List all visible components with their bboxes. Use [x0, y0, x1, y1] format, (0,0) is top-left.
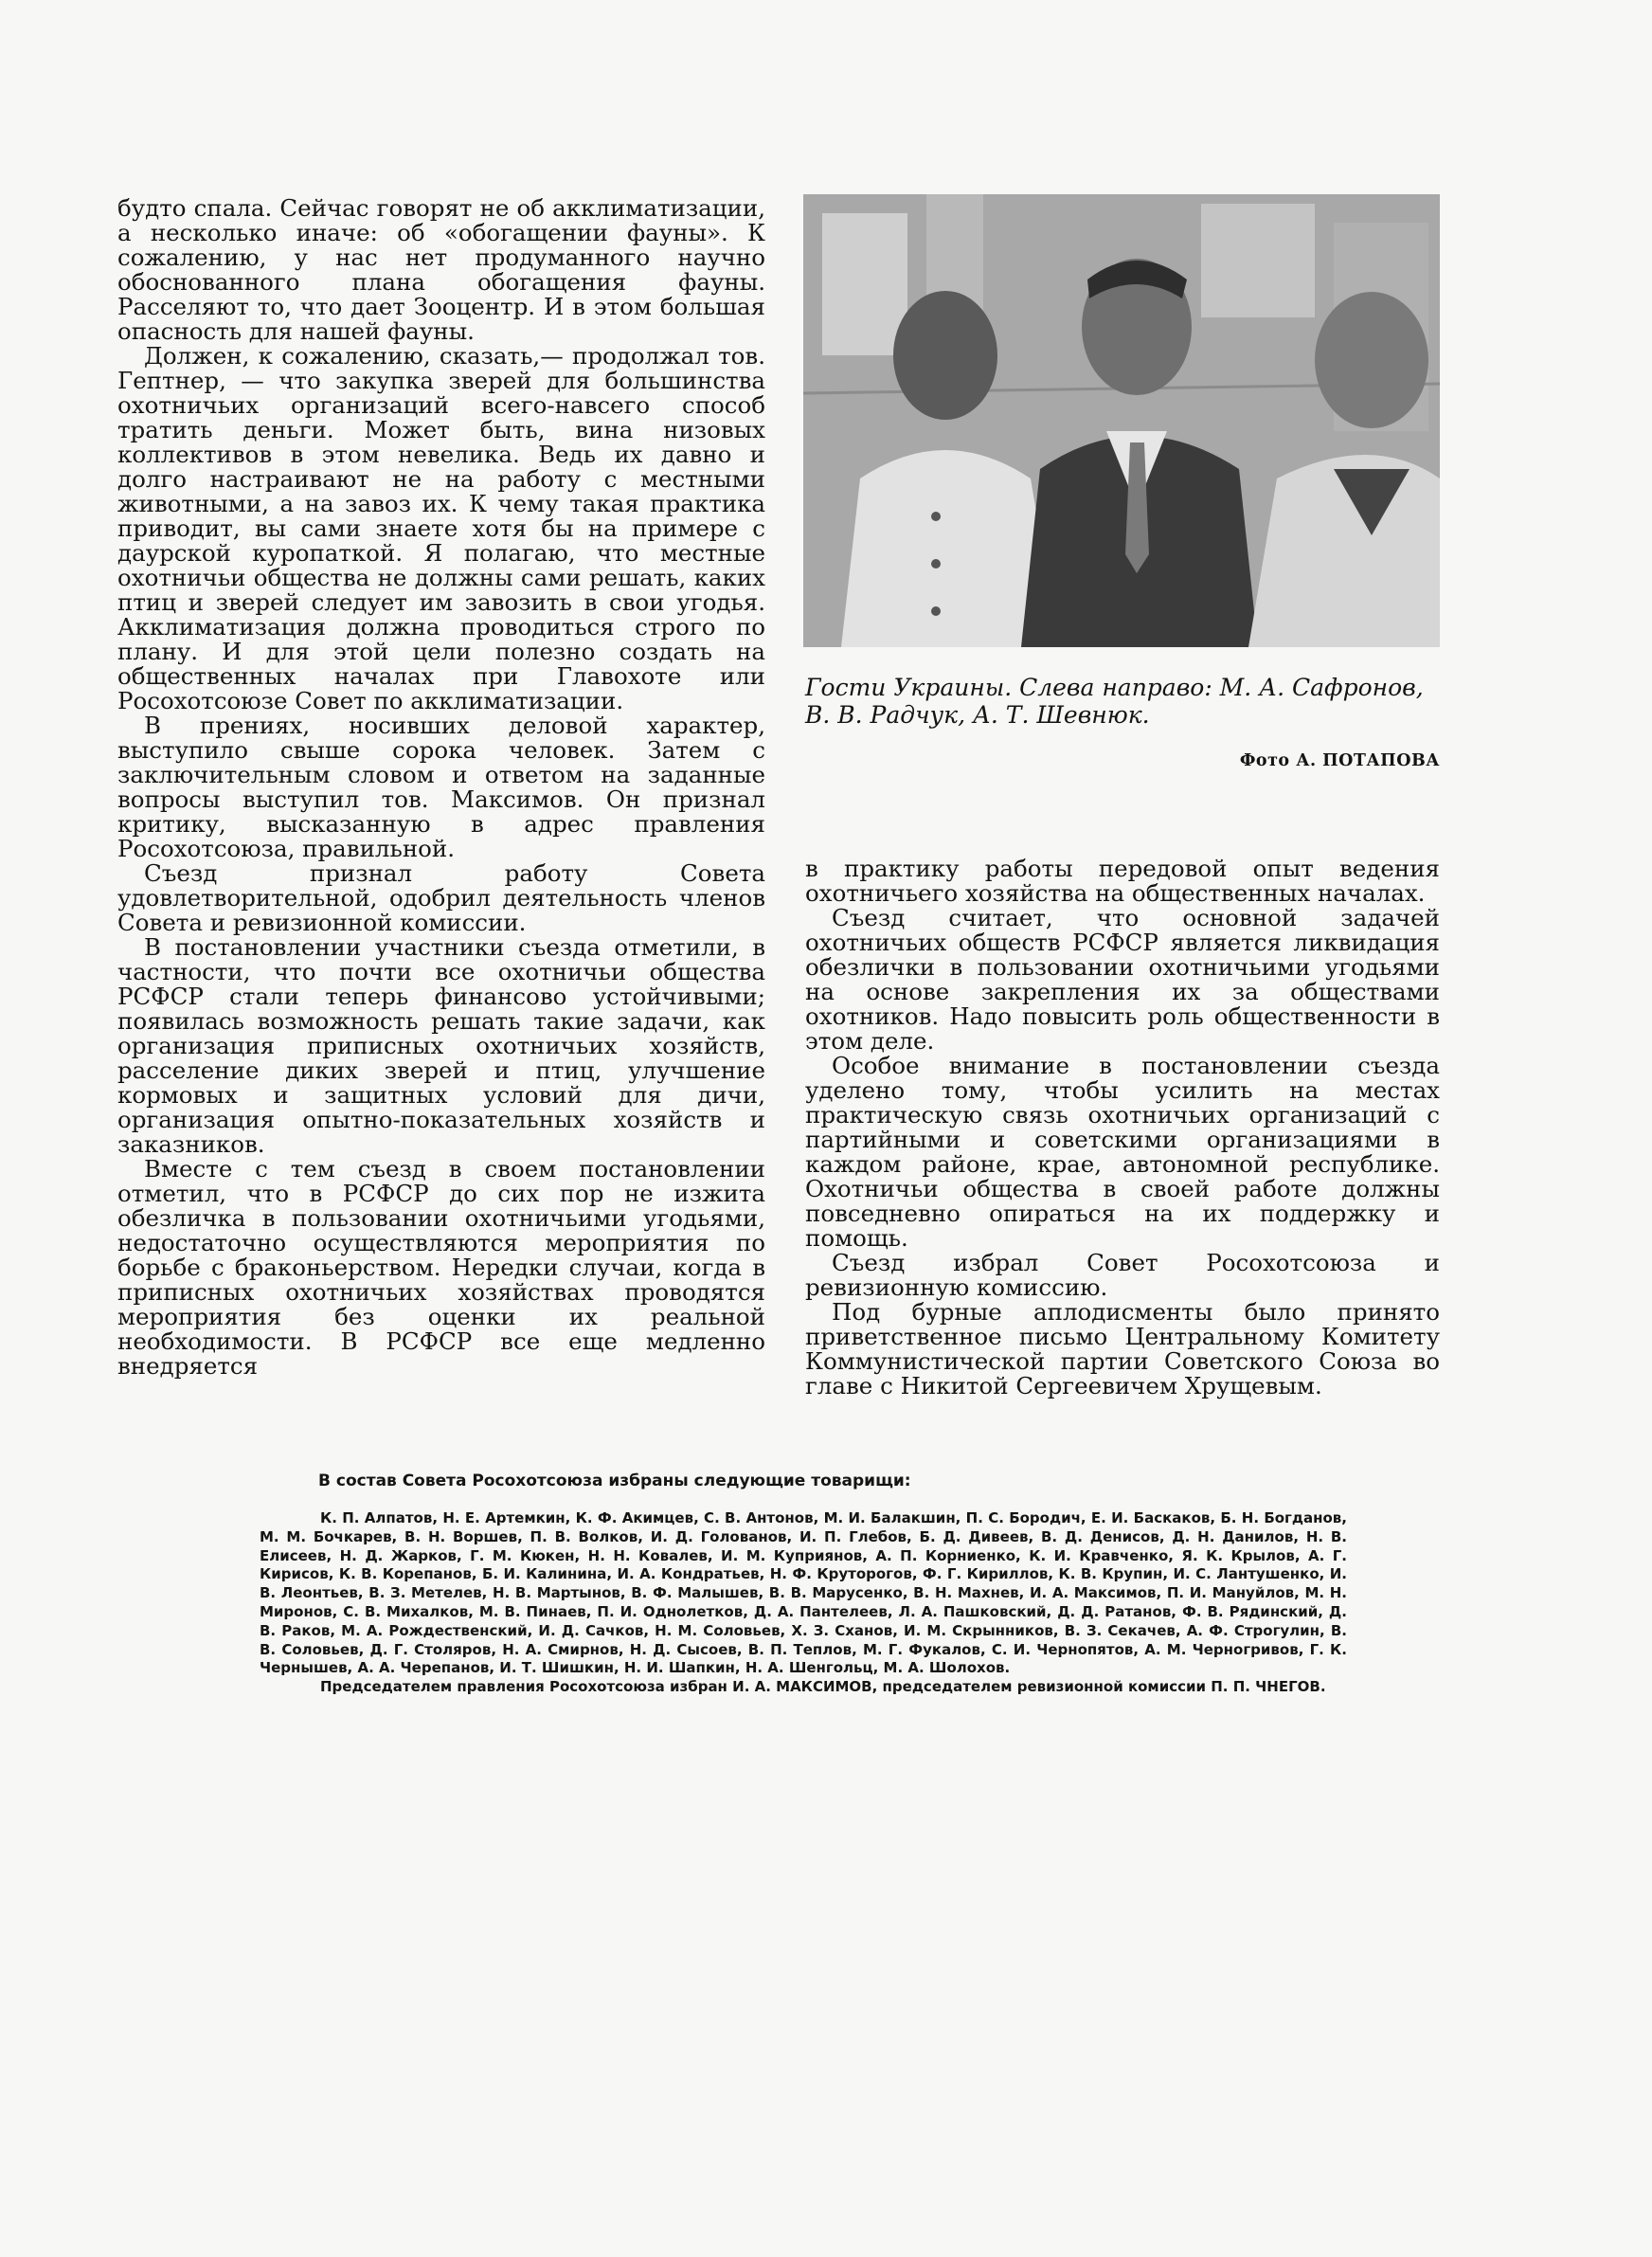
article-paragraph: Съезд избрал Совет Росохотсоюза и ревизионную комиссию.	[805, 1249, 1440, 1301]
article-paragraph: будто спала. Сейчас говорят не об акклиматизации, а несколько иначе: об «обогащении фауны». К сожалению, у нас нет продуманного научно обоснованного плана обогащения фауны. Расселяют то, что дает Зооцентр. И в этом большая опасность для нашей фауны.	[117, 194, 765, 345]
article-paragraph: Съезд считает, что основной задачей охотничьих обществ РСФСР является ликвидация обезлички в пользовании охотничьими угодьями на основе закрепления их за обществами охотников. Надо повысить роль общественности в этом деле.	[805, 904, 1440, 1055]
article-paragraph: Съезд признал работу Совета удовлетворительной, одобрил деятельность членов Совета и ревизионной комиссии.	[117, 859, 765, 936]
article-paragraph: В постановлении участники съезда отметили, в частности, что почти все охотничьи общества РСФСР стали теперь финансово устойчивыми; появилась возможность решать такие задачи, как организация приписных охотничьих хозяйств, расселение диких зверей и птиц, улучшение кормовых и защитных условий для дичи, организация опытно-показательных хозяйств и заказников.	[117, 933, 765, 1158]
article-paragraph: Вместе с тем съезд в своем постановлении отметил, что в РСФСР до сих пор не изжита обезличка в пользовании охотничьими угодьями, недостаточно осуществляются мероприятия по борьбе с браконьерством. Нередки случаи, когда в приписных охотничьих хозяйствах проводятся мероприятия без оценки их реальной необходимости. В РСФСР все еще медленно внедряется	[117, 1155, 765, 1380]
article-paragraph: в практику работы передовой опыт ведения охотничьего хозяйства на общественных началах.	[805, 855, 1440, 907]
photo-three-men	[803, 194, 1440, 647]
article-paragraph: Должен, к сожалению, сказать,— продолжал тов. Гептнер, — что закупка зверей для большинства охотничьих организаций всего-навсего способ тратить деньги. Может быть, вина низовых коллективов в этом невелика. Ведь их давно и долго настраивают не на работу с местными животными, а на завоз их. К чему такая практика приводит, вы сами знаете хотя бы на примере с даурской куропаткой. Я полагаю, что местные охотничьи общества не должны сами решать, каких птиц и зверей следует им завозить в свои угодья. Акклиматизация должна проводиться строго по плану. И для этой цели полезно создать на общественных началах при Главохоте или Росохотсоюзе Совет по акклиматизации.	[117, 342, 765, 714]
council-heading: В состав Совета Росохотсоюза избраны следующие товарищи:	[318, 1472, 911, 1490]
council-member-list	[260, 1509, 1347, 1697]
article-column-right	[805, 857, 1440, 1399]
photo-credit: Фото А. ПОТАПОВА	[1239, 751, 1440, 770]
article-paragraph: Особое внимание в постановлении съезда уделено тому, чтобы усилить на местах практическую связь охотничьих организаций с партийными и советскими организациями в каждом районе, крае, автономной республике. Охотничьи общества в своей работе должны повседневно опираться на их поддержку и помощь.	[805, 1052, 1440, 1252]
article-paragraph: Под бурные аплодисменты было принято приветственное письмо Центральному Комитету Коммунистической партии Советского Союза во главе с Никитой Сергеевичем Хрущевым.	[805, 1298, 1440, 1399]
council-chairman: Председателем правления Росохотсоюза избран И. А. МАКСИМОВ, председателем ревизионной комиссии П. П. ЧНЕГОВ.	[320, 1678, 1326, 1696]
news-photo	[803, 194, 1440, 647]
council-members: К. П. Алпатов, Н. Е. Артемкин, К. Ф. Акимцев, С. В. Антонов, М. И. Балакшин, П. С. Бородич, Е. И. Баскаков, Б. Н. Богданов, М. М. Бочкарев, В. Н. Воршев, П. В. Волков, И. Д. Голованов, И. П. Глебов, Б. Д. Дивеев, В. Д. Денисов, Д. Н. Данилов, Н. В. Елисеев, Н. Д. Жарков, Г. М. Кюкен, Н. Н. Ковалев, И. М. Куприянов, А. П. Корниенко, К. И. Кравченко, Я. К. Крылов, А. Г. Кирисов, К. В. Корепанов, Б. И. Калинина, И. А. Кондратьев, Н. Ф. Круторогов, Ф. Г. Кириллов, К. В. Крупин, И. С. Лантушенко, И. В. Леонтьев, В. З. Метелев, Н. В. Мартынов, В. Ф. Малышев, В. В. Марусенко, В. Н. Махнев, И. А. Максимов, П. И. Мануйлов, М. Н. Миронов, С. В. Михалков, М. В. Пинаев, П. И. Однолетков, Д. А. Пантелеев, Л. А. Пашковский, Д. Д. Ратанов, Ф. В. Рядинский, Д. В. Раков, М. А. Рождественский, И. Д. Сачков, Н. М. Соловьев, Х. З. Сханов, И. М. Скрынников, В. З. Секачев, А. Ф. Строгулин, В. В. Соловьев, Д. Г. Столяров, Н. А. Смирнов, Н. Д. Сысоев, В. П. Теплов, М. Г. Фукалов, С. И. Чернопятов, А. М. Черногривов, Г. К. Чернышев, А. А. Черепанов, И. Т. Шишкин, Н. И. Шапкин, Н. А. Шенгольц, М. А. Шолохов.	[260, 1509, 1347, 1677]
photo-caption: Гости Украины. Слева направо: М. А. Сафронов, В. В. Радчук, А. Т. Шевнюк.	[805, 674, 1424, 729]
article-paragraph: В прениях, носивших деловой характер, выступило свыше сорока человек. Затем с заключительным словом и ответом на заданные вопросы выступил тов. Максимов. Он признал критику, высказанную в адрес правления Росохотсоюза, правильной.	[117, 712, 765, 862]
article-column-left	[117, 196, 765, 1379]
